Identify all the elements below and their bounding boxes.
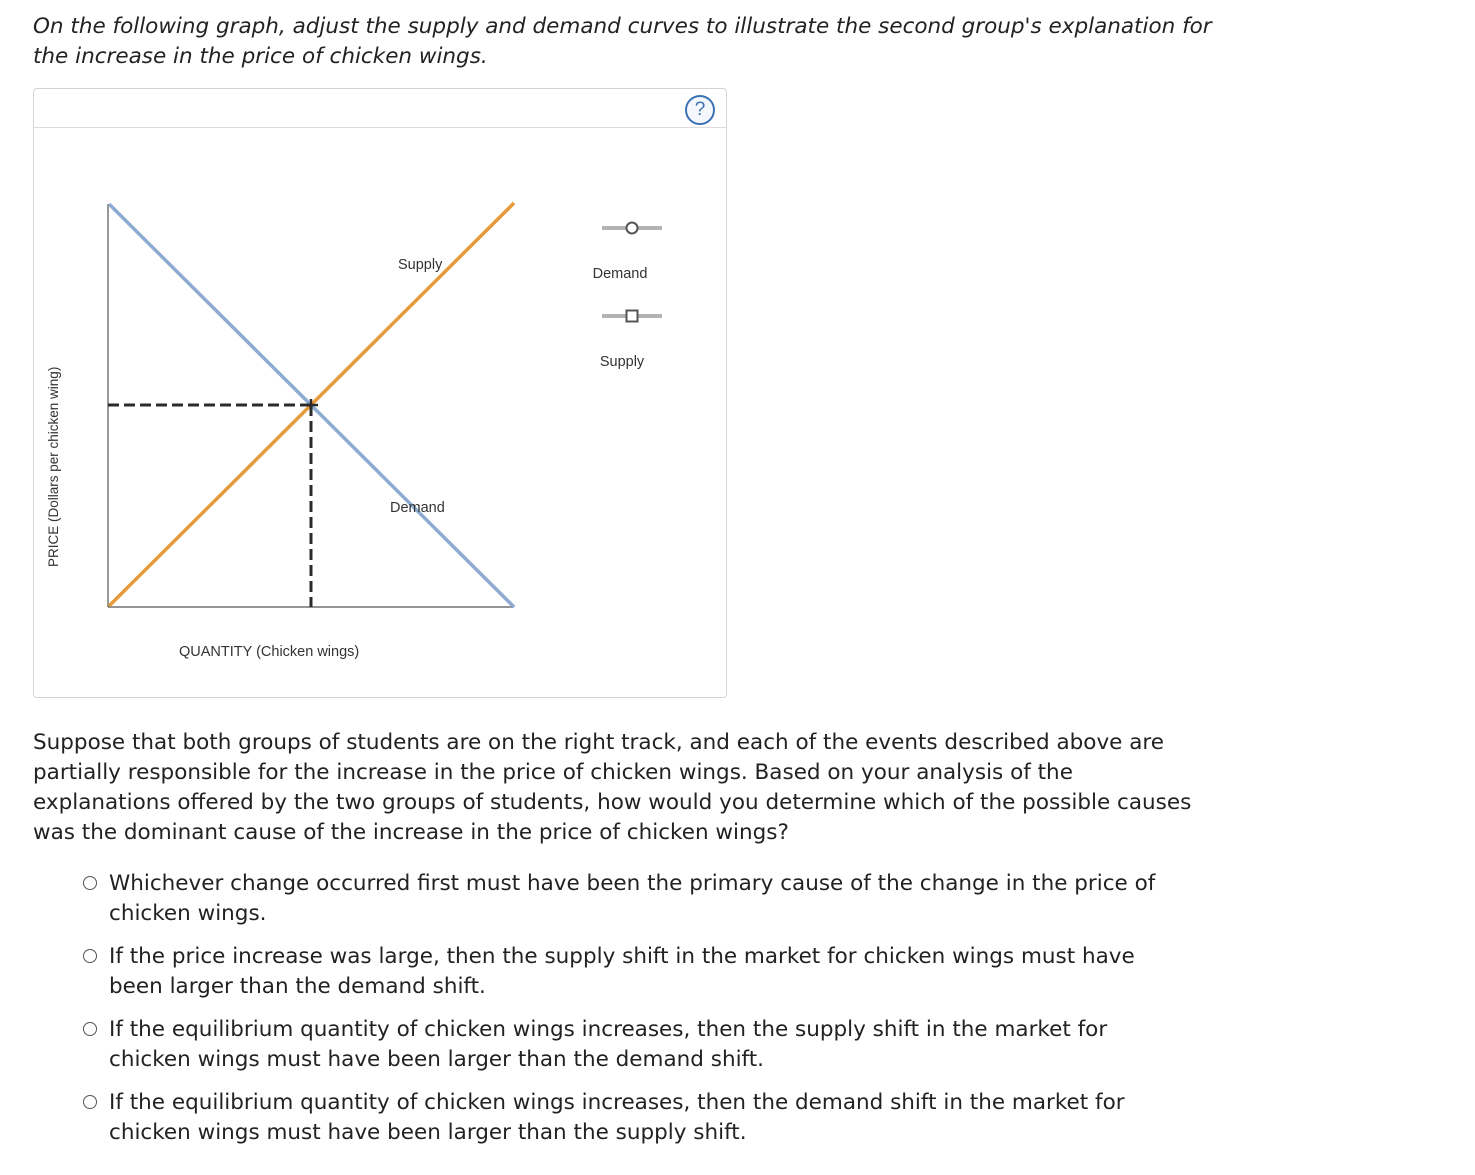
square-marker-icon[interactable] xyxy=(627,311,638,322)
circle-marker-icon[interactable] xyxy=(627,223,638,234)
answer-option-text: If the price increase was large, then the supply shift in the market for chicken wings must have been larger than the demand shift. xyxy=(109,944,1135,999)
supply-curve-label: Supply xyxy=(398,257,443,273)
supply-demand-graph xyxy=(34,89,726,697)
radio-button[interactable] xyxy=(83,1095,97,1109)
answer-option[interactable] xyxy=(80,942,1180,1002)
help-button[interactable]: ? xyxy=(685,95,715,125)
demand-curve-label: Demand xyxy=(390,500,445,516)
radio-button[interactable] xyxy=(83,876,97,890)
answer-option-text: If the equilibrium quantity of chicken wings increases, then the demand shift in the market for chicken wings must have been larger than the supply shift. xyxy=(109,1090,1125,1145)
graph-panel xyxy=(33,88,727,698)
answer-option[interactable] xyxy=(80,1088,1180,1148)
legend-supply-label: Supply xyxy=(599,354,645,370)
answer-options xyxy=(80,869,1180,1161)
radio-button[interactable] xyxy=(83,1022,97,1036)
demand-tool[interactable] xyxy=(593,223,662,283)
answer-option[interactable] xyxy=(80,1015,1180,1075)
instruction-text: On the following graph, adjust the supply and demand curves to illustrate the second group's explanation for the increase in the price of chicken wings. xyxy=(33,14,1212,69)
x-axis-label: QUANTITY (Chicken wings) xyxy=(179,644,360,660)
radio-button[interactable] xyxy=(83,949,97,963)
answer-option[interactable] xyxy=(80,869,1180,929)
answer-option-text: Whichever change occurred first must have been the primary cause of the change in the price of chicken wings. xyxy=(109,871,1156,926)
supply-tool[interactable] xyxy=(600,311,662,371)
legend-demand-label: Demand xyxy=(592,266,648,282)
question-text: Suppose that both groups of students are on the right track, and each of the events described above are partially responsible for the increase in the price of chicken wings. Based on your analysis of the explanations offered by the two groups of students, how would you determine which of the possible causes was the dominant cause of the increase in the price of chicken wings? xyxy=(33,730,1192,845)
y-axis-label: PRICE (Dollars per chicken wing) xyxy=(46,366,61,567)
answer-option-text: If the equilibrium quantity of chicken wings increases, then the supply shift in the market for chicken wings must have been larger than the demand shift. xyxy=(109,1017,1108,1072)
